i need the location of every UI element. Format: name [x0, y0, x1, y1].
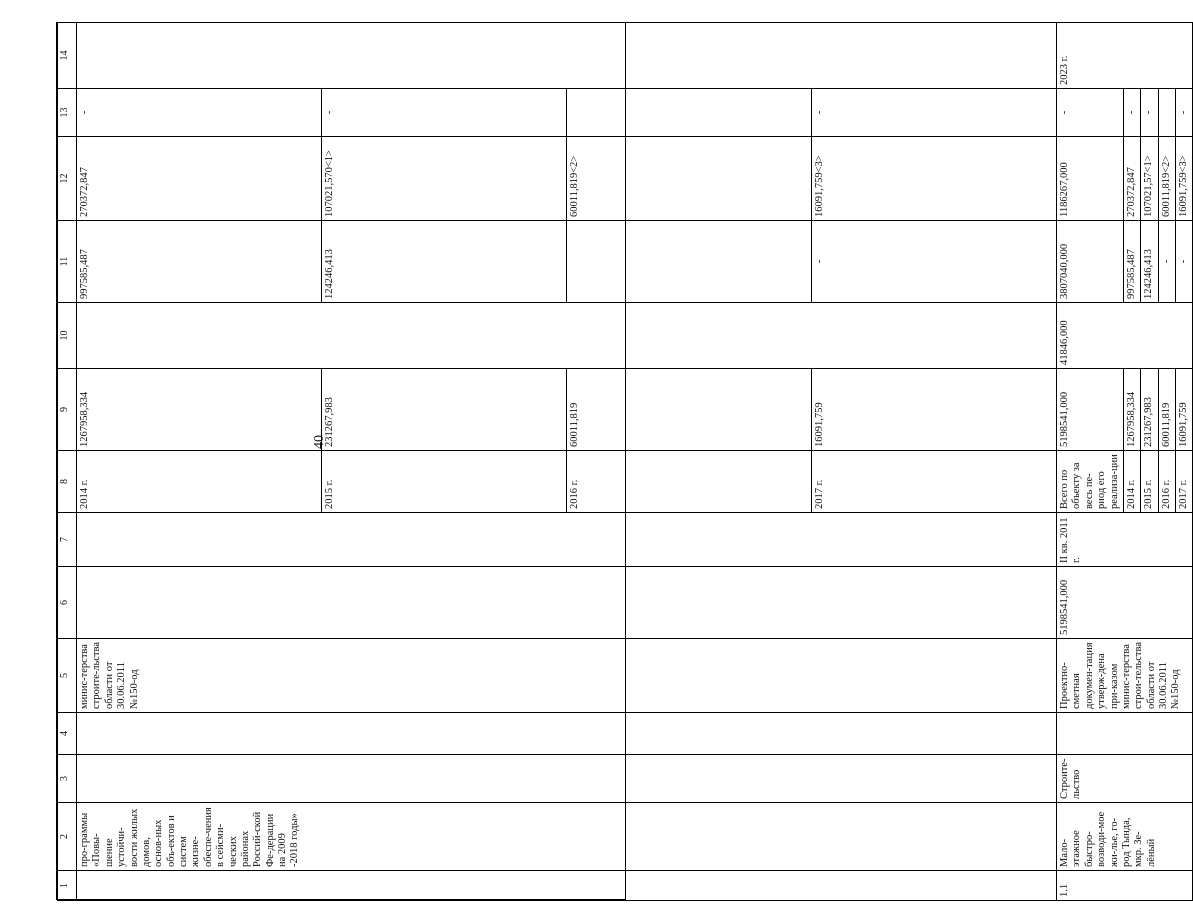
- col-header-6: 6: [58, 567, 77, 639]
- year-label: 2017 г.: [812, 451, 1057, 513]
- total-col12: 1186267,000: [1057, 137, 1124, 221]
- value-col12: 60011,819<2>: [1158, 137, 1175, 221]
- year-label: 2016 г.: [1158, 451, 1175, 513]
- col-header-1: 1: [58, 871, 77, 901]
- value-col12: 16091,759<3>: [1176, 137, 1193, 221]
- value-col11: 997585,487: [1123, 221, 1140, 303]
- value-col11: 124246,413: [1141, 221, 1158, 303]
- value-col13: -: [322, 89, 567, 137]
- value-col12: 107021,570<1>: [322, 137, 567, 221]
- value-col13: -: [812, 89, 1057, 137]
- col-header-8: 8: [58, 451, 77, 513]
- value-col12: 16091,759<3>: [812, 137, 1057, 221]
- value-col11: -: [812, 221, 1057, 303]
- value-col13: -: [77, 89, 322, 137]
- total-col13: -: [1057, 89, 1124, 137]
- col-header-5: 5: [58, 639, 77, 713]
- total-col11: 3807040,000: [1057, 221, 1124, 303]
- year-label: 2017 г.: [1176, 451, 1193, 513]
- year-label: 2016 г.: [567, 451, 812, 513]
- value-col9: 1267958,334: [77, 369, 322, 451]
- col-header-13: 13: [58, 89, 77, 137]
- document-table-frame: [56, 22, 1189, 900]
- program-description: про-граммы «Повы-шение устойчи-вости жилых домов, основ-ных объ-ектов и систем жизне-обеспе-чения в сейсми-ческих районах Россий-ской Фе-дерации на 2009 -2018 годы»: [77, 803, 1057, 871]
- object-estimate: 5198541,000: [1057, 567, 1193, 639]
- decision-document: минис-терства строите-льства области от 30.06.2011 №150-од: [77, 639, 1057, 713]
- value-col11: -: [1158, 221, 1175, 303]
- value-col13: [1158, 89, 1175, 137]
- value-col11: 124246,413: [322, 221, 567, 303]
- col-header-11: 11: [58, 221, 77, 303]
- object-work-type: Строите-льство: [1057, 755, 1193, 803]
- year-label: 2015 г.: [322, 451, 567, 513]
- completion-year: 2023 г.: [1057, 23, 1193, 89]
- value-col11: -: [1176, 221, 1193, 303]
- col-header-12: 12: [58, 137, 77, 221]
- object-number: 1.1: [1057, 871, 1193, 901]
- col-header-4: 4: [58, 713, 77, 755]
- value-col12: 60011,819<2>: [567, 137, 812, 221]
- col-header-9: 9: [58, 369, 77, 451]
- column-number-row: [58, 23, 77, 901]
- object-name: Мало-этажное быстро-возводи-мое жи-лье, го-род Тында, мкр. Зе-лёный: [1057, 803, 1193, 871]
- value-col9: 16091,759: [1176, 369, 1193, 451]
- col-header-14: 14: [58, 23, 77, 89]
- cell-col4: [77, 713, 1057, 755]
- value-col9: 60011,819: [1158, 369, 1175, 451]
- page-number: 40: [312, 435, 327, 449]
- object-deadline: II кв. 2011 г.: [1057, 513, 1193, 567]
- value-col12: 270372,847: [1123, 137, 1140, 221]
- year-label: 2014 г.: [77, 451, 322, 513]
- object-total-row: [1057, 23, 1124, 901]
- value-col11: [567, 221, 812, 303]
- cell-work-type: [77, 755, 1057, 803]
- value-col12: 107021,57<1>: [1141, 137, 1158, 221]
- value-col13: -: [1123, 89, 1140, 137]
- value-col11: 997585,487: [77, 221, 322, 303]
- rotated-table-container: [57, 23, 1189, 901]
- year-label: 2014 г.: [1123, 451, 1140, 513]
- total-col9: 5198541,000: [1057, 369, 1124, 451]
- value-col9: 231267,983: [322, 369, 567, 451]
- value-col14: [77, 23, 1057, 89]
- year-label: 2015 г.: [1141, 451, 1158, 513]
- investment-program-table: [57, 22, 1193, 901]
- col-header-10: 10: [58, 303, 77, 369]
- program-row: [77, 23, 322, 901]
- cell-estimate: [77, 567, 1057, 639]
- value-col13: -: [1141, 89, 1158, 137]
- col-header-2: 2: [58, 803, 77, 871]
- value-col9: 16091,759: [812, 369, 1057, 451]
- col-header-3: 3: [58, 755, 77, 803]
- value-col9: 1267958,334: [1123, 369, 1140, 451]
- col-header-7: 7: [58, 513, 77, 567]
- total-col10: 41846,000: [1057, 303, 1193, 369]
- value-col9: 60011,819: [567, 369, 812, 451]
- total-label: Всего по объекту за весь пе-риод его реализа-ции: [1057, 451, 1124, 513]
- cell-deadline: [77, 513, 1057, 567]
- value-col9: 231267,983: [1141, 369, 1158, 451]
- value-col13: [567, 89, 812, 137]
- object-col4: [1057, 713, 1193, 755]
- value-col12: 270372,847: [77, 137, 322, 221]
- object-document: Проектно-сметная докумен-тация утверж-дена при-казом минис-терства строи-тельства области от 30.06.2011 №150-од: [1057, 639, 1193, 713]
- value-col10: [77, 303, 1057, 369]
- cell-num: [77, 871, 1057, 901]
- value-col13: -: [1176, 89, 1193, 137]
